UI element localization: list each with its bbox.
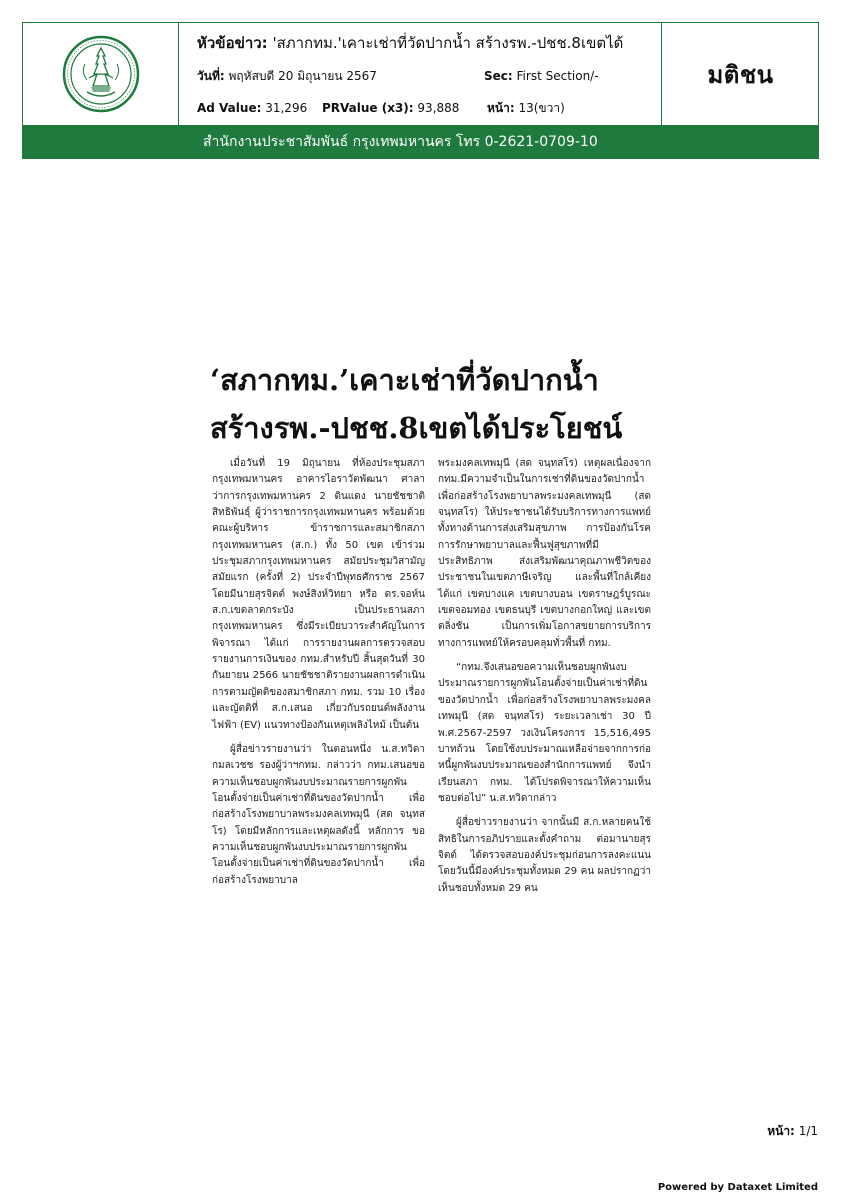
clipping-info [179,23,662,125]
page-value: 13(ขวา) [518,101,565,115]
page-number [767,1122,818,1141]
bma-seal-logo [61,34,141,114]
date-label: วันที่: [197,69,225,83]
article-column-1 [212,456,425,889]
ad-value: 31,296 [265,101,308,115]
article-column-2 [438,456,651,897]
pr-value-field [322,96,459,120]
pr-value: 93,888 [417,101,460,115]
paragraph: ผู้สื่อข่าวรายงานว่า จากนั้นมี ส.ก.หลายคนใช้สิทธิในการอภิปรายและตั้งคำถาม ต่อมานายสุรจิตต์ ได้ตรวจสอบองค์ประชุมก่อนการลงคะแนน โดยวันนี้มีองค์ประชุมทั้งหมด 29 คน ผลปรากฏว่าเห็นชอบทั้งหมด 29 คน [438,817,651,894]
date-section-row [197,64,651,88]
headline-label: หัวข้อข่าว: [197,34,268,52]
section-value: First Section/- [516,69,599,83]
clipping-header [22,22,819,126]
paragraph: ผู้สื่อข่าวรายงานว่า ในตอนหนึ่ง น.ส.ทวิดา กมลเวชช รองผู้ว่าฯกทม. กล่าวว่า กทม.เสนอขอความเห็นชอบผูกพันงบประมาณรายการผูกพันโอนตั้งจ่ายเป็นค่าเช่าที่ดินของวัดปากน้ำ เพื่อก่อสร้างโรงพยาบาลพระมงคลเทพมุนี (สด จนฺทสโร) โดยมีหลักการและเหตุผลดังนี้ หลักการ ขอความเห็นชอบผูกพันงบประมาณรายการผูกพันโอนตั้งจ่ายเป็นค่าเช่าที่ดินของวัดปากน้ำ เพื่อก่อสร้างโรงพยาบาล [212,743,425,886]
paragraph: “กทม.จึงเสนอขอความเห็นชอบผูกพันงบประมาณรายการผูกพันโอนตั้งจ่ายเป็นค่าเช่าที่ดินของวัดปากน้ำ เพื่อก่อสร้างโรงพยาบาลพระมงคลเทพมุนี (สด จนฺทสโร) ระยะเวลาเช่า 30 ปี พ.ศ.2567-2597 วงเงินโครงการ 15,516,495 บาทถ้วน โดยใช้งบประมาณเหลือจ่ายจากการก่อหนี้ผูกพันงบประมาณของสำนักการแพทย์ จึงนำเรียนสภา กทม. ได้โปรดพิจารณาให้ความเห็นชอบต่อไป” น.ส.ทวิดากล่าว [438,662,651,804]
office-banner-text: สำนักงานประชาสัมพันธ์ กรุงเทพมหานคร โทร 0-2621-0709-10 [203,134,598,150]
article-headline [210,356,660,452]
ad-value-label: Ad Value: [197,101,262,115]
headline-row [197,31,651,55]
bma-logo-cell [23,23,179,125]
page-number-value: 1/1 [798,1124,818,1138]
headline-line-1: ‘สภากทม.’เคาะเช่าที่วัดปากน้ำ [210,363,599,397]
headline-text: 'สภากทม.'เคาะเช่าที่วัดปากน้ำ สร้างรพ.-ปชช.8เขตได้ [272,34,624,52]
section-field [484,64,599,88]
pr-value-label: PRValue (x3): [322,101,414,115]
office-banner [22,126,819,159]
publication-cell [663,23,818,125]
date-value: พฤหัสบดี 20 มิถุนายน 2567 [228,69,377,83]
paragraph: เมื่อวันที่ 19 มิถุนายน ที่ห้องประชุมสภากรุงเทพมหานคร อาคารไอราวัตพัฒนา ศาลาว่าการกรุงเทพมหานคร 2 ดินแดง นายชัชชาติ สิทธิพันธุ์ ผู้ว่าราชการกรุงเทพมหานคร พร้อมด้วยคณะผู้บริหาร ข้าราชการและสมาชิกสภากรุงเทพมหานคร (ส.ก.) ทั้ง 50 เขต เข้าร่วมประชุมสภากรุงเทพมหานคร สมัยประชุมวิสามัญ สมัยแรก (ครั้งที่ 2) ประจำปีพุทธศักราช 2567 โดยมีนายสุรจิตต์ พงษ์สิงห์วิทยา หรือ ดร.จอห์น ส.ก.เขตลาดกระบัง เป็นประธานสภากรุงเทพมหานคร ซึ่งมีระเบียบวาระสำคัญในการพิจารณา ได้แก่ การรายงานผลการตรวจสอบรายงานการเงินของ กทม.สำหรับปี สิ้นสุดวันที่ 30 กันยายน 2566 นายชัชชาติรายงานผลการดำเนินการตามญัตติของสมาชิกสภา กทม. รวม 10 เรื่อง และญัตติที่ ส.ก.เสนอ เกี่ยวกับรถยนต์พลังงานไฟฟ้า (EV) แนวทางป้องกันเหตุเพลิงไหม้ เป็นต้น [212,458,425,731]
section-label: Sec: [484,69,513,83]
paragraph: พระมงคลเทพมุนี (สด จนฺทสโร) เหตุผลเนื่องจาก กทม.มีความจำเป็นในการเช่าที่ดินของวัดปากน้ำ เพื่อก่อสร้างโรงพยาบาลพระมงคลเทพมุนี (สด จนฺทสโร) ให้ประชาชนได้รับบริการทางการแพทย์ทั้งทางด้านการส่งเสริมสุขภาพ การป้องกันโรค การรักษาพยาบาลและฟื้นฟูสุขภาพที่มีประสิทธิภาพ ส่งเสริมพัฒนาคุณภาพชีวิตของประชาชนในเขตภาษีเจริญ และพื้นที่ใกล้เคียง ได้แก่ เขตบางแค เขตบางบอน เขตราษฎร์บูรณะ เขตจอมทอง เขตธนบุรี เขตบางกอกใหญ่ และเขตตลิ่งชัน เป็นการเพิ่มโอกาสขยายการบริการทางการแพทย์ให้ครอบคลุมทั่วพื้นที่ กทม. [438,458,651,649]
powered-by: Powered by Dataxet Limited [657,1182,818,1193]
headline-line-2: สร้างรพ.-ปชช.8เขตได้ประโยชน์ [210,411,623,445]
page-label: หน้า: [487,101,515,115]
page-number-label: หน้า: [767,1124,795,1138]
value-row [197,96,651,120]
page-field [487,96,565,120]
publication-name: มติชน [707,60,774,89]
